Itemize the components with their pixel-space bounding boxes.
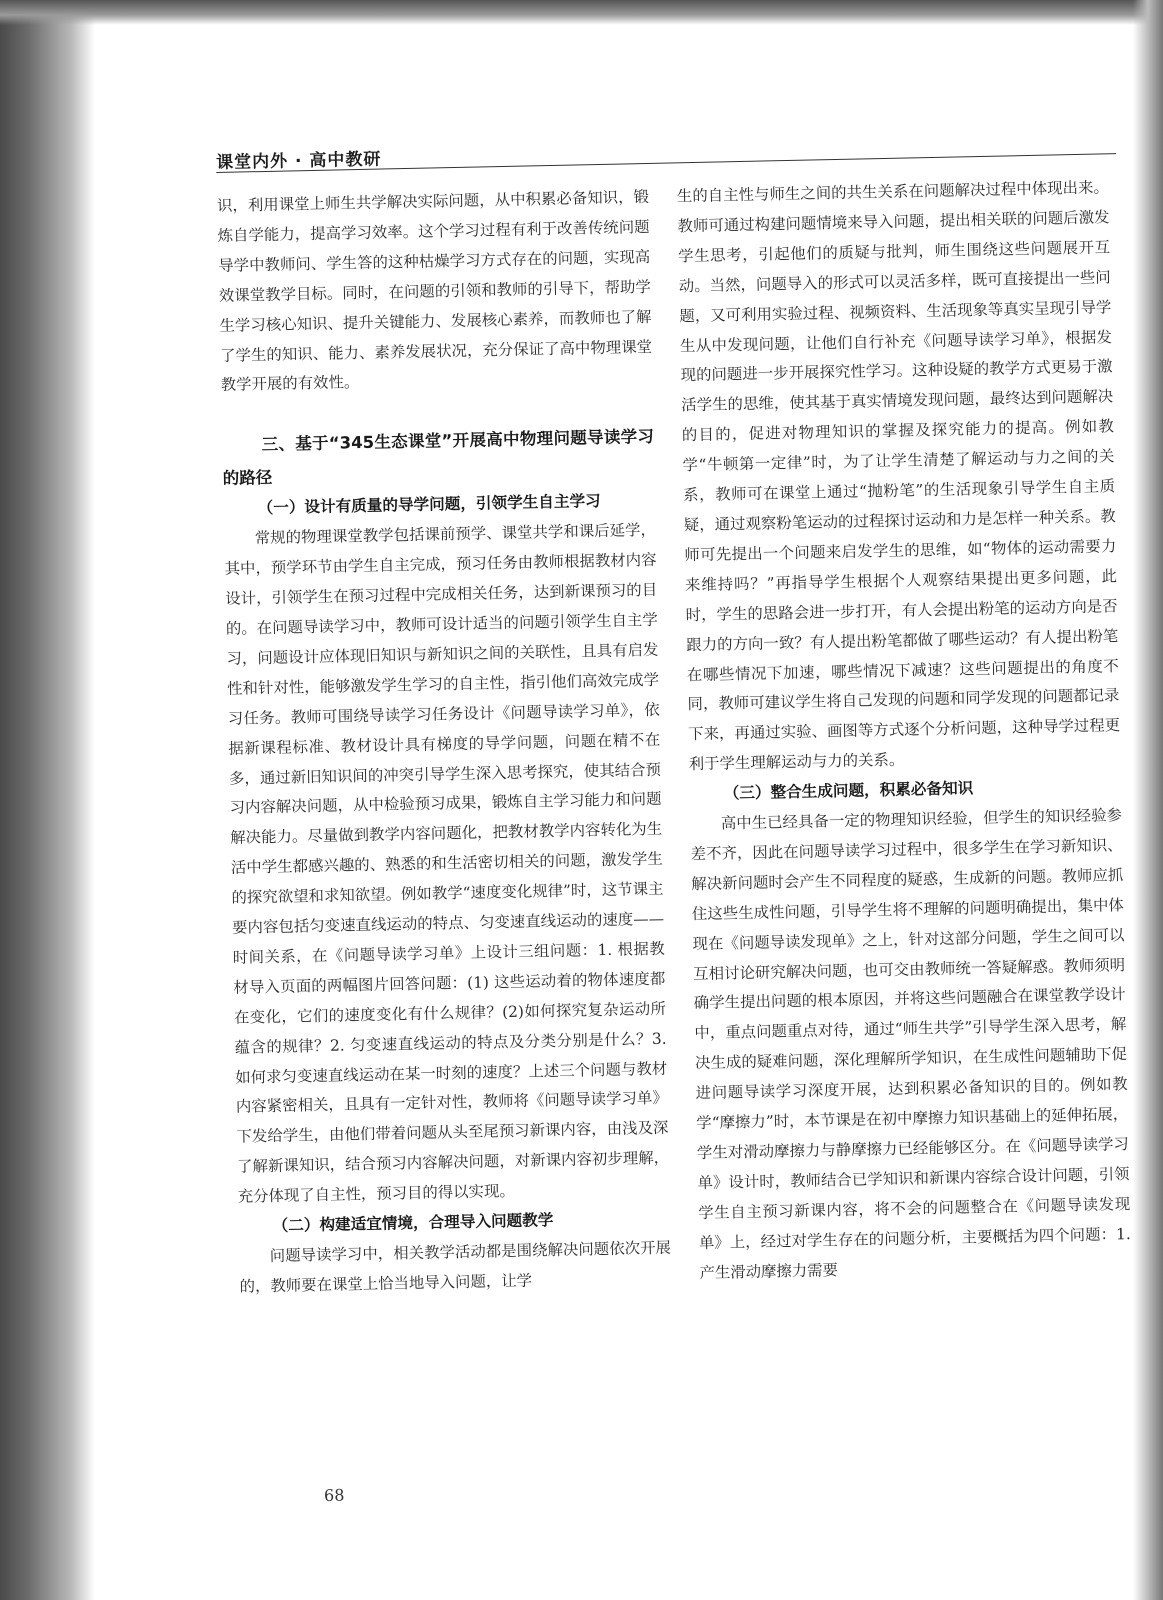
paragraph: 生的自主性与师生之间的共生关系在问题解决过程中体现出来。教师可通过构建问题情境来导入问题，提出相关联的问题后激发学生思考，引起他们的质疑与批判，师生围绕这些问题展开互动。当然，问题导入的形式可以灵活多样，既可直接提出一些问题，又可利用实验过程、视频资料、生活现象等真实呈现引导学生从中发现问题，让他们自行补充《问题导读学习单》，根据发现的问题进一步开展探究性学习。这种设疑的教学方式更易于激活学生的思维，使其基于真实情境发现问题，最终达到问题解决的目的，促进对物理知识的掌握及探究能力的提高。例如教学“牛顿第一定律”时，为了让学生清楚了解运动与力之间的关系，教师可在课堂上通过“抛粉笔”的生活现象引导学生自主质疑，通过观察粉笔运动的过程探讨运动和力是怎样一种关系。教师可先提出一个问题来启发学生的思维，如“物体的运动需要力来维持吗？”再指导学生根据个人观察结果提出更多问题，此时，学生的思路会进一步打开，有人会提出粉笔的运动方向是否跟力的方向一致？有人提出粉笔都做了哪些运动？有人提出粉笔在哪些情况下加速，哪些情况下减速？这些问题提出的角度不同，教师可建议学生将自己发现的问题和同学发现的问题都记录下来，再通过实验、画图等方式逐个分析问题，这种导学过程更利于学生理解运动与力的关系。 xyxy=(676,178,1121,774)
scan-top-shadow xyxy=(0,0,1163,25)
paragraph: 常规的物理课堂教学包括课前预学、课堂共学和课后延学，其中，预学环节由学生自主完成，预习任务由教师根据教材内容设计，引领学生在预习过程中完成相关任务，达到新课预习的目的。在问题导读学习中，教师可设计适当的问题引领学生自主学习，问题设计应体现旧知识与新知识之间的关联性，且具有启发性和针对性，能够激发学生学习的自主性，指引他们高效完成学习任务。教师可围绕导读学习任务设计《问题导读学习单》，依据新课程标准、教材设计具有梯度的导学问题，问题在精不在多，通过新旧知识间的冲突引导学生深入思考探究，使其结合预习内容解决问题，从中检验预习成果，锻炼自主学习能力和问题解决能力。尽量做到教学内容问题化，把教材教学内容转化为生活中学生都感兴趣的、熟悉的和生活密切相关的问题，激发学生的探究欲望和求知欲望。例如教学“速度变化规律”时，这节课主要内容包括匀变速直线运动的特点、匀变速直线运动的速度——时间关系，在《问题导读学习单》上设计三组问题：1. 根据教材导入页面的两幅图片回答问题：(1) 这些运动着的物体速度都在变化，它们的速度变化有什么规律？(2)如何探究复杂运动所蕴含的规律？2. 匀变速直线运动的特点及分类分别是什么？3. 如何求匀变速直线运动在某一时刻的速度？上述三个问题与教材内容紧密相关，且具有一定针对性，教师将《问题导读学习单》下发给学生，由他们带着问题从头至尾预习新课内容，由浅及深了解新课知识，结合预习内容解决问题，对新课内容初步理解，充分体现了自主性，预习目的得以实现。 xyxy=(224,521,670,1206)
subsection-heading: （一）设计有质量的导学问题，引领学生自主学习 xyxy=(257,492,601,518)
section-heading: 三、基于“345生态课堂”开展高中物理问题导读学习的路径 xyxy=(222,427,655,489)
page-number: 68 xyxy=(323,1485,345,1506)
left-column xyxy=(217,183,672,1303)
right-column xyxy=(677,173,1132,1288)
running-head: 课堂内外 · 高中教研 xyxy=(215,149,382,173)
journal-page xyxy=(215,91,1145,1570)
subsection-heading: （二）构建适宜情境，合理导入问题教学 xyxy=(272,1211,554,1236)
paragraph: 识，利用课堂上师生共学解决实际问题，从中积累必备知识，锻炼自学能力，提高学习效率。这个学习过程有利于改善传统问题导学中教师问、学生答的这种枯燥学习方式存在的问题，实现高效课堂教学目标。同时，在问题的引领和教师的引导下，帮助学生学习核心知识、提升关键能力、发展核心素养，而教师也了解了学生的知识、能力、素养发展状况，充分保证了高中物理课堂教学开展的有效性。 xyxy=(216,187,653,395)
paragraph: 问题导读学习中，相关教学活动都是围绕解决问题依次开展的，教师要在课堂上恰当地导入问题，让学 xyxy=(239,1238,672,1296)
scan-left-shadow xyxy=(0,0,95,1600)
subsection-heading: （三）整合生成问题，积累必备知识 xyxy=(723,779,974,803)
paragraph: 高中生已经具备一定的物理知识经验，但学生的知识经验参差不齐，因此在问题导读学习过程中，很多学生在学习新知识、解决新问题时会产生不同程度的疑惑，生成新的问题。教师应抓住这些生成性问题，引导学生将不理解的问题明确提出，集中体现在《问题导读发现单》之上，针对这部分问题，学生之间可以互相讨论研究解决问题，也可交由教师统一答疑解惑。教师须明确学生提出问题的根本原因，并将这些问题融合在课堂教学设计中，重点问题重点对待，通过“师生共学”引导学生深入思考，解决生成的疑难问题，深化理解所学知识，在生成性问题辅助下促进问题导读学习深度开展，达到积累必备知识的目的。例如教学“摩擦力”时，本节课是在初中摩擦力知识基础上的延伸拓展，学生对滑动摩擦力与静摩擦力已经能够区分。在《问题导读学习单》设计时，教师结合已学知识和新课内容综合设计问题，引领学生自主预习新课内容，将不会的问题整合在《问题导读发现单》上，经过对学生存在的问题分析，主要概括为四个问题：1. 产生滑动摩擦力需要 xyxy=(690,806,1131,1282)
